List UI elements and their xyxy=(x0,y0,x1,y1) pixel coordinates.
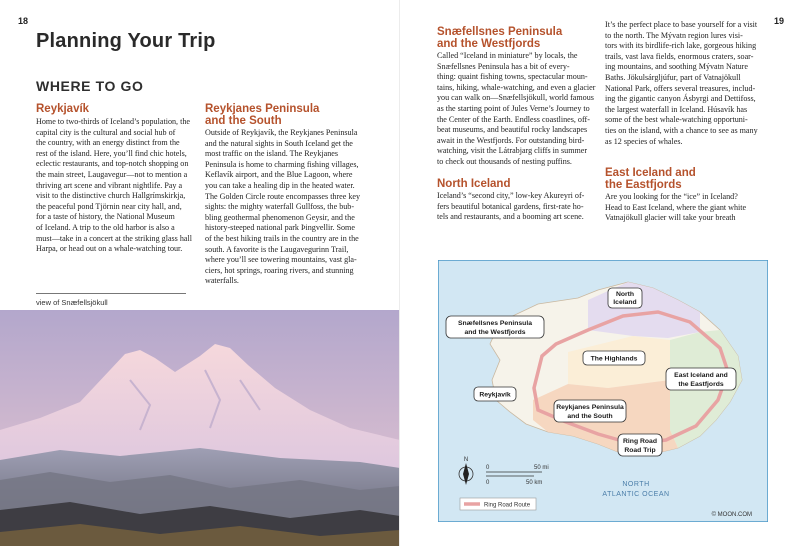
label-highlands xyxy=(583,351,645,365)
svg-text:Reykjanes Peninsula: Reykjanes Peninsula xyxy=(556,404,624,411)
photo-image xyxy=(0,310,400,546)
text-line: Snæfellsnes Peninsula has a bit of every- xyxy=(437,61,570,71)
text-line: ciers, hot springs, roaring rivers, and stunning xyxy=(205,265,354,275)
text-line: eclectic restaurants, and top-notch shopping on xyxy=(36,159,189,169)
text-line: tels and restaurants, and a booming art scene. xyxy=(437,212,584,222)
north-text xyxy=(437,191,596,223)
east-heading-line1: East Iceland and xyxy=(605,167,696,179)
svg-text:N: N xyxy=(463,457,469,463)
svg-text:and the South: and the South xyxy=(567,413,613,420)
text-line: beat museums, and beautiful rocky landscapes xyxy=(437,125,588,135)
north-heading: North Iceland xyxy=(437,178,511,190)
photo-caption: view of Snæfellsjökull xyxy=(36,298,108,307)
map-legend xyxy=(460,498,536,510)
east-heading xyxy=(605,167,696,191)
svg-text:Snæfellsnes Peninsula: Snæfellsnes Peninsula xyxy=(457,320,533,327)
svg-text:The Highlands: The Highlands xyxy=(590,355,638,363)
text-line: you can take a healing dip in the heated water. xyxy=(205,180,355,190)
reykjanes-heading-line1: Reykjanes Peninsula xyxy=(205,103,320,115)
text-line: Are you looking for the “ice” in Iceland? xyxy=(605,192,738,201)
text-line: visit to the distinctive church Hallgrímskirkja, xyxy=(36,191,186,201)
text-line: must—take in a concert at the striking glass hall xyxy=(36,233,192,243)
text-line: as the starting point of Jules Verne’s Journey to xyxy=(437,103,590,113)
text-line: the largest waterfall in Iceland. Húsavík has xyxy=(605,104,748,114)
text-line: the peaceful pond Tjörnin near city hall, and, xyxy=(36,201,182,211)
caption-rule xyxy=(36,293,186,294)
label-north-iceland xyxy=(608,288,642,308)
text-line: Baths. Jökulsárgljúfur, part of Vatnajökull xyxy=(605,72,741,82)
svg-text:50 mi: 50 mi xyxy=(534,465,549,471)
page-title: Planning Your Trip xyxy=(36,30,216,52)
svg-text:the Eastfjords: the Eastfjords xyxy=(678,381,724,388)
svg-text:and the Westfjords: and the Westfjords xyxy=(464,329,526,336)
text-line: await in the Westfjords. For outstanding bird- xyxy=(437,135,585,145)
text-line: thriving art scene and vibrant nightlife. Pay a xyxy=(36,180,183,190)
snaefellsjokull-photo xyxy=(0,310,400,546)
text-line: tains, hiking, whale-watching, and even a glacier xyxy=(437,82,596,92)
text-line: watching, visit the Látrabjarg cliffs in summer xyxy=(437,146,588,156)
text-line: where you’ll see towering mountains, vast gla- xyxy=(205,255,357,265)
text-line: bling geothermal phenomenon Geysir, and the xyxy=(205,212,355,222)
text-line: trails, vast lava fields, enormous craters, soar- xyxy=(605,51,754,61)
snaefellsnes-heading-line2: and the Westfjords xyxy=(437,38,541,50)
text-line: waterfalls. xyxy=(205,276,239,286)
text-line: It’s the perfect place to base yourself for a visit xyxy=(605,20,758,29)
snaefellsnes-text xyxy=(437,51,596,168)
reykjavik-heading: Reykjavík xyxy=(36,103,90,115)
text-line: Vatnajökull glacier will take your breath xyxy=(605,213,736,223)
text-line: National Park, offers several treasures, includ- xyxy=(605,83,756,93)
svg-text:Ring Road Route: Ring Road Route xyxy=(484,502,531,509)
label-snaefellsnes xyxy=(446,316,544,338)
text-line: thing: quaint fishing towns, spectacular moun- xyxy=(437,72,588,82)
text-line: you can walk on—Snæfellsjökull, world famous xyxy=(437,93,594,103)
text-line: to the north. The Mývatn region lures visi- xyxy=(605,30,743,40)
text-line: sights: the mighty waterfall Gullfoss, the bub- xyxy=(205,202,355,212)
text-line: of Iceland. A trip to the old harbor is also a xyxy=(36,222,175,232)
reykjanes-heading xyxy=(205,103,319,127)
svg-text:Reykjavík: Reykjavík xyxy=(479,391,511,399)
reykjavik-text xyxy=(36,117,196,255)
text-line: fers beautiful botanical gardens, first-rate ho- xyxy=(437,201,584,211)
text-line: south. A favorite is the Laugavegurinn Trail, xyxy=(205,244,349,254)
text-line: tors with its birdlife-rich lake, gorgeous hiking xyxy=(605,41,757,51)
text-line: ing the gigantic canyon Ásbyrgi and Dettifoss, xyxy=(605,94,756,104)
iceland-regions-map xyxy=(438,260,768,522)
text-line: as 12 species of whales. xyxy=(605,136,683,146)
map-svg xyxy=(438,260,768,522)
text-line: of the best hiking trails in the country are in the xyxy=(205,233,359,243)
north-text-continued xyxy=(605,20,765,147)
text-line: and the natural sights in South Iceland get the xyxy=(205,138,353,148)
label-reykjavik xyxy=(474,387,516,401)
text-line: the Center of the Earth. Endless coastlines, off- xyxy=(437,114,590,124)
svg-text:0: 0 xyxy=(486,480,490,486)
reykjanes-text xyxy=(205,128,365,287)
text-line: some of the best whale-watching opportuni- xyxy=(605,115,748,125)
text-line: Keflavík airport, and the Blue Lagoon, where xyxy=(205,170,353,180)
text-line: for a taste of history, the National Museum xyxy=(36,212,175,222)
snaefellsnes-heading-line1: Snæfellsnes Peninsula xyxy=(437,26,563,38)
text-line: The Golden Circle route encompasses three key xyxy=(205,191,361,201)
ocean-label-2: ATLANTIC OCEAN xyxy=(602,491,670,498)
text-line: Peninsula is home to charming fishing villages, xyxy=(205,159,359,169)
label-reykjanes xyxy=(554,400,626,422)
svg-text:East Iceland and: East Iceland and xyxy=(674,372,728,379)
text-line: ing mountains, and soothing Mývatn Nature xyxy=(605,62,748,72)
text-line: Iceland’s “second city,” low-key Akureyri of- xyxy=(437,191,585,200)
text-line: Home to two-thirds of Iceland’s population, the xyxy=(36,117,190,126)
snaefellsnes-heading xyxy=(437,26,562,50)
text-line: Head to East Iceland, where the giant white xyxy=(605,202,747,212)
text-line: ties on the island, with a chance to see as many xyxy=(605,125,758,135)
page-number-right: 19 xyxy=(774,16,785,26)
east-text xyxy=(605,192,765,224)
text-line: the country, with an energy distinct from the xyxy=(36,138,180,148)
label-east-iceland xyxy=(666,368,736,390)
svg-text:50 km: 50 km xyxy=(526,480,543,486)
text-line: most traffic on the island. The Reykjanes xyxy=(205,149,338,159)
text-line: capital city is the cultural and social hub of xyxy=(36,127,176,137)
text-line: Harpa, or head out on a whale-watching tour. xyxy=(36,244,183,254)
text-line: to check out thousands of nesting puffins. xyxy=(437,156,572,166)
svg-text:Iceland: Iceland xyxy=(613,299,637,306)
label-ring-road xyxy=(618,434,662,456)
svg-text:Road Trip: Road Trip xyxy=(624,447,656,454)
reykjanes-heading-line2: and the South xyxy=(205,115,282,127)
section-title: WHERE TO GO xyxy=(36,78,144,94)
text-line: Outside of Reykjavík, the Reykjanes Peninsula xyxy=(205,128,358,137)
svg-text:Ring Road: Ring Road xyxy=(623,438,657,445)
text-line: Called “Iceland in miniature” by locals, the xyxy=(437,51,578,60)
text-line: history-steeped national park Þingvellir. Some xyxy=(205,223,355,233)
svg-text:North: North xyxy=(615,291,635,298)
svg-text:0: 0 xyxy=(486,465,490,471)
page-number-left: 18 xyxy=(18,16,29,26)
east-heading-line2: the Eastfjords xyxy=(605,179,682,191)
map-credit: © MOON.COM xyxy=(711,512,752,518)
text-line: the main street, Laugavegur—not to mention a xyxy=(36,169,188,179)
ocean-label-1: NORTH xyxy=(622,481,650,488)
text-line: rest of the island. Here, you’ll find chic hotels, xyxy=(36,148,187,158)
